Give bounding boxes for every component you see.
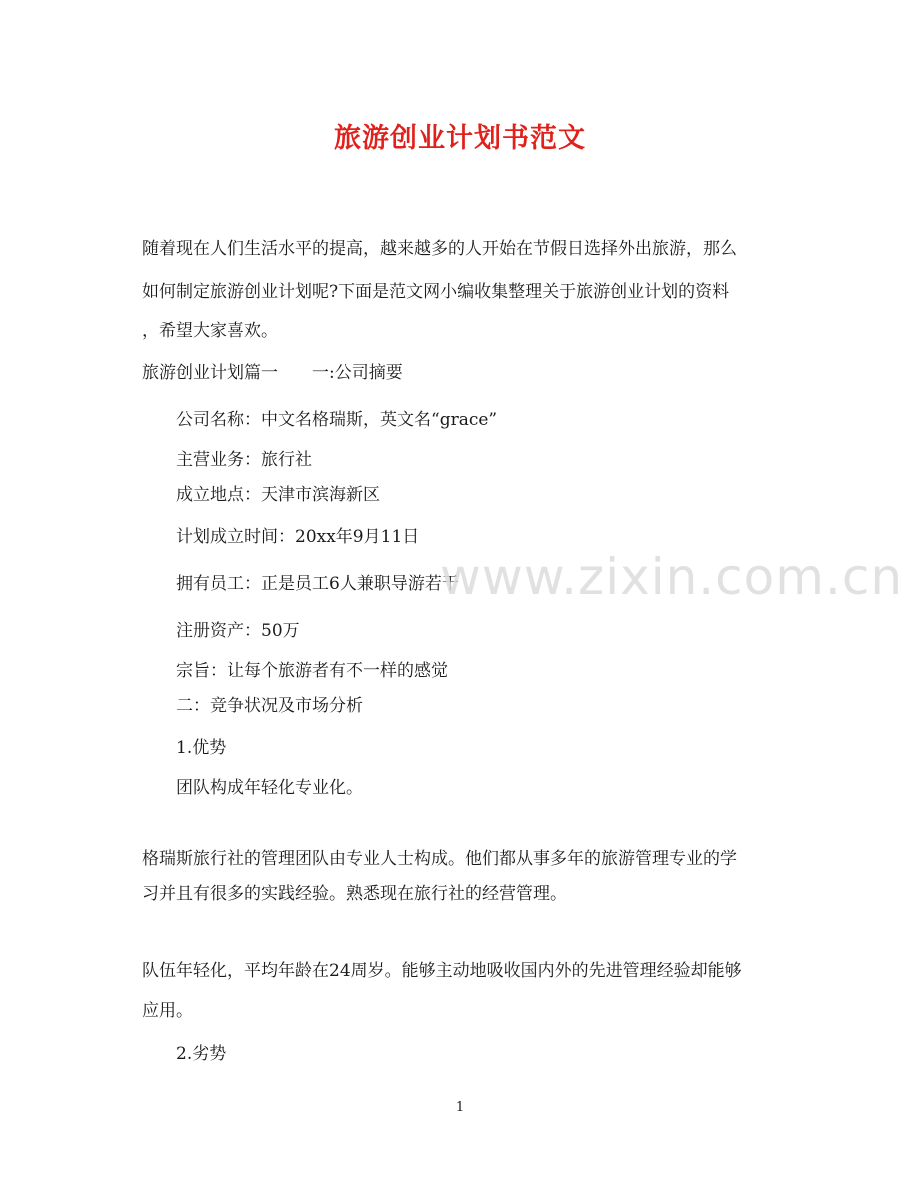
main-business-line: 主营业务：旅行社 — [176, 450, 312, 470]
capital-line: 注册资产：50万 — [176, 621, 300, 641]
paragraph-line: 团队构成年轻化专业化。 — [176, 778, 363, 798]
section-heading: 二：竞争状况及市场分析 — [176, 696, 363, 716]
document-title: 旅游创业计划书范文 — [334, 123, 586, 154]
paragraph-line: 如何制定旅游创业计划呢?下面是范文网小编收集整理关于旅游创业计划的资料 — [142, 282, 730, 302]
subsection-heading: 2.劣势 — [176, 1044, 227, 1064]
page-number: 1 — [455, 1100, 465, 1115]
founding-date-line: 计划成立时间：20xx年9月11日 — [176, 527, 420, 547]
paragraph-line: 应用。 — [142, 1001, 193, 1021]
location-line: 成立地点：天津市滨海新区 — [176, 485, 380, 505]
watermark: www.zixin.com.cn — [440, 548, 904, 606]
subsection-heading: 1.优势 — [176, 738, 227, 758]
company-name-line: 公司名称：中文名格瑞斯，英文名“grace” — [176, 410, 498, 430]
paragraph-line: 习并且有很多的实践经验。熟悉现在旅行社的经营管理。 — [142, 884, 567, 904]
staff-line: 拥有员工：正是员工6人兼职导游若干 — [176, 574, 459, 594]
paragraph-line: ，希望大家喜欢。 — [142, 321, 278, 341]
paragraph-line: 随着现在人们生活水平的提高，越来越多的人开始在节假日选择外出旅游，那么 — [142, 239, 737, 259]
paragraph-line: 队伍年轻化，平均年龄在24周岁。能够主动地吸收国内外的先进管理经验却能够 — [142, 961, 742, 981]
paragraph-line: 格瑞斯旅行社的管理团队由专业人士构成。他们都从事多年的旅游管理专业的学 — [142, 849, 737, 869]
section-heading: 旅游创业计划篇一 一:公司摘要 — [142, 363, 403, 383]
purpose-line: 宗旨：让每个旅游者有不一样的感觉 — [176, 661, 448, 681]
